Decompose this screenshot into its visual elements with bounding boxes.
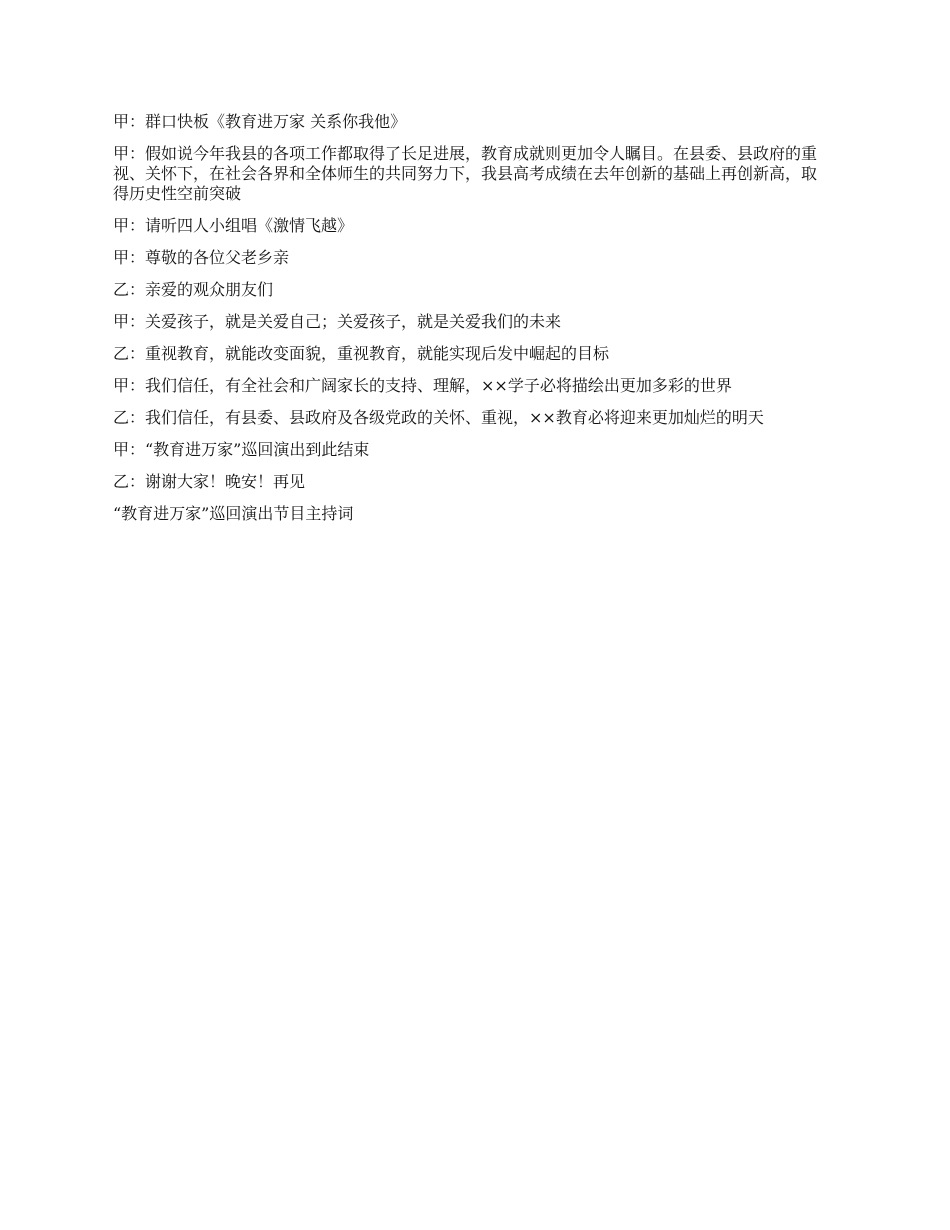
paragraph-8: 甲：我们信任，有全社会和广阔家长的支持、理解，××学子必将描绘出更加多彩的世界	[113, 376, 732, 395]
paragraph-4: 甲：尊敬的各位父老乡亲	[113, 248, 290, 267]
document-body	[113, 112, 828, 536]
paragraph-10: 甲：“教育进万家”巡回演出到此结束	[113, 440, 370, 459]
paragraph-12: “教育进万家”巡回演出节目主持词	[113, 504, 354, 523]
paragraph-2: 甲：假如说今年我县的各项工作都取得了长足进展，教育成就则更加令人瞩目。在县委、县政府的重视、关怀下，在社会各界和全体师生的共同努力下，我县高考成绩在去年创新的基础上再创新高，取得历史性空前突破	[113, 144, 818, 203]
paragraph-9: 乙：我们信任，有县委、县政府及各级党政的关怀、重视，××教育必将迎来更加灿烂的明天	[113, 408, 764, 427]
paragraph-1: 甲：群口快板《教育进万家 关系你我他》	[113, 112, 407, 131]
paragraph-7: 乙：重视教育，就能改变面貌，重视教育，就能实现后发中崛起的目标	[113, 344, 610, 363]
paragraph-11: 乙：谢谢大家！晚安！再见	[113, 472, 306, 491]
paragraph-3: 甲：请听四人小组唱《激情飞越》	[113, 216, 354, 235]
paragraph-5: 乙：亲爱的观众朋友们	[113, 280, 274, 299]
paragraph-6: 甲：关爱孩子，就是关爱自己；关爱孩子，就是关爱我们的未来	[113, 312, 562, 331]
